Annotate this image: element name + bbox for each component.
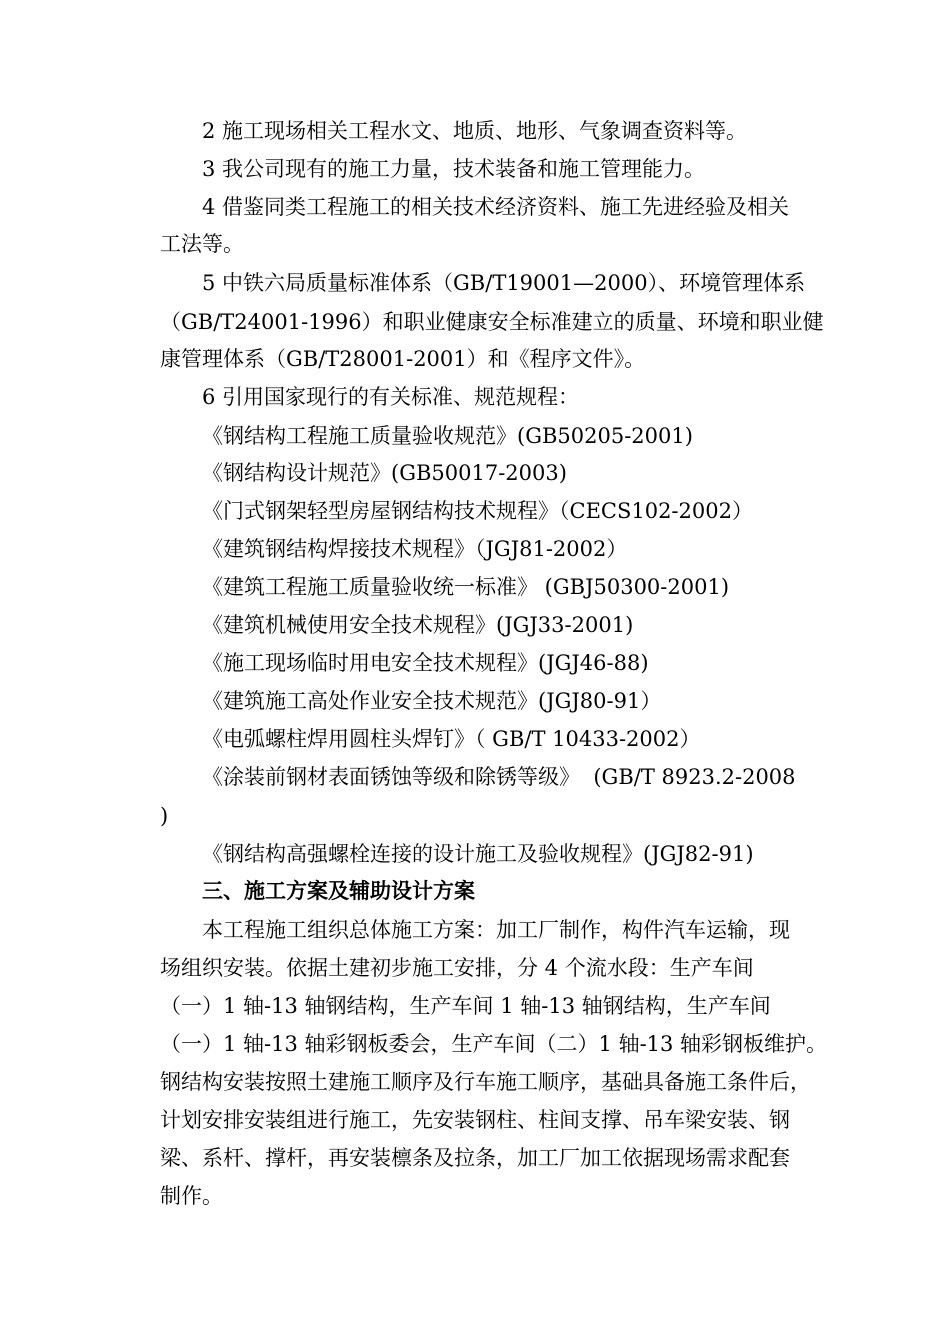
body-paragraph-line: 本工程施工组织总体施工方案：加工厂制作，构件汽车运输，现 (202, 918, 790, 942)
body-paragraph-line: 梁、系杆、撑杆，再安装檩条及拉条，加工厂加工依据现场需求配套 (160, 1146, 790, 1170)
body-paragraph-line: （一）1 轴-13 轴彩钢板委会，生产车间（二）1 轴-13 轴彩钢板维护。 (160, 1032, 828, 1056)
paragraph-basis-3: 3 我公司现有的施工力量，技术装备和施工管理能力。 (202, 157, 706, 181)
paragraph-basis-5-cont1: （GB/T24001-1996）和职业健康安全标准建立的质量、环境和职业健 (160, 310, 824, 334)
standard-ref: 《建筑钢结构焊接技术规程》（JGJ81-2002） (202, 537, 628, 561)
body-paragraph-line: （一）1 轴-13 轴钢结构，生产车间 1 轴-13 轴钢结构，生产车间 (160, 994, 771, 1018)
paragraph-basis-5-cont2: 康管理体系（GB/T28001-2001）和《程序文件》。 (160, 347, 646, 371)
paragraph-basis-4: 4 借鉴同类工程施工的相关技术经济资料、施工先进经验及相关 (202, 195, 790, 219)
body-paragraph-line: 场组织安装。依据土建初步施工安排，分 4 个流水段：生产车间 (160, 956, 754, 980)
paragraph-basis-2: 2 施工现场相关工程水文、地质、地形、气象调查资料等。 (202, 119, 748, 143)
standard-ref: 《建筑施工高处作业安全技术规范》(JGJ80-91） (202, 689, 662, 713)
standard-ref: 《建筑工程施工质量验收统一标准》 (GBJ50300-2001) (202, 575, 730, 599)
standard-ref: 《涂装前钢材表面锈蚀等级和除锈等级》 (GB/T 8923.2-2008 (202, 765, 796, 789)
body-paragraph-line: 钢结构安装按照土建施工顺序及行车施工顺序，基础具备施工条件后， (160, 1070, 811, 1094)
standard-ref: 《门式钢架轻型房屋钢结构技术规程》（CECS102-2002） (202, 499, 753, 523)
paragraph-basis-6: 6 引用国家现行的有关标准、规范规程： (202, 385, 580, 409)
standard-ref: 《钢结构高强螺栓连接的设计施工及验收规程》(JGJ82-91) (202, 842, 754, 866)
standard-ref: 《电弧螺柱焊用圆柱头焊钉》（ GB/T 10433-2002） (202, 727, 701, 751)
section-heading: 三、施工方案及辅助设计方案 (202, 879, 475, 903)
standard-ref-cont: ) (160, 804, 169, 828)
body-paragraph-line: 计划安排安装组进行施工，先安装钢柱、柱间支撑、吊车梁安装、钢 (160, 1108, 790, 1132)
paragraph-basis-4-cont: 工法等。 (160, 232, 244, 256)
standard-ref: 《钢结构设计规范》(GB50017-2003) (202, 461, 567, 485)
body-paragraph-line: 制作。 (160, 1184, 223, 1208)
standard-ref: 《钢结构工程施工质量验收规范》(GB50205-2001) (202, 424, 693, 448)
standard-ref: 《施工现场临时用电安全技术规程》(JGJ46-88) (202, 651, 649, 675)
standard-ref: 《建筑机械使用安全技术规程》(JGJ33-2001) (202, 613, 634, 637)
paragraph-basis-5: 5 中铁六局质量标准体系（GB/T19001—2000）、环境管理体系 (202, 271, 806, 295)
